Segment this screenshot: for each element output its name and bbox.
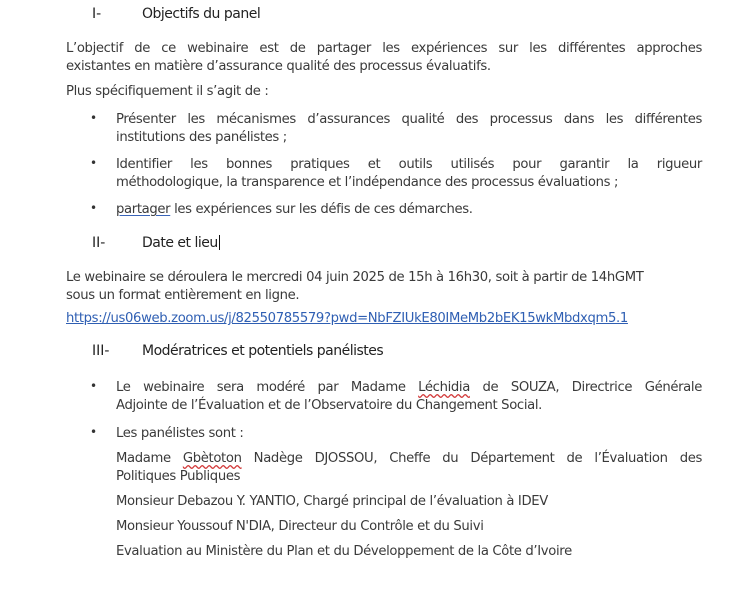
text-line: existantes en matière d’assurance qualité des processus évaluatifs. [66,59,491,74]
section-heading: Objectifs du panel [142,6,261,22]
text-fragment: de SOUZA, Directrice Générale [469,380,702,395]
spell-flagged-word[interactable]: Léchidia [418,380,470,395]
section-title: Date et lieu [142,235,218,251]
panelist-entry: Evaluation au Ministère du Plan et du Développement de la Côte d’Ivoire [116,544,572,559]
text-line: Identifier les bonnes pratiques et outils utilisés pour garantir la rigueur [116,157,702,172]
text-line: sous un format entièrement en ligne. [66,288,300,303]
section-number: III- [92,343,110,359]
text-fragment: Nadège DJOSSOU, Cheffe du Département de l’Évaluation des [241,451,702,466]
panelist-entry: Monsieur Youssouf N'DIA, Directeur du Contrôle et du Suivi [116,519,484,534]
panelist-entry: Monsieur Debazou Y. YANTIO, Chargé principal de l’évaluation à IDEV [116,494,548,509]
list-item [116,201,473,219]
section-heading [142,235,220,251]
spell-flagged-word[interactable]: Gbètoton [182,451,242,466]
bullet-icon: • [90,156,98,170]
list-item [116,156,702,192]
text-line: L’objectif de ce webinaire est de partager les expériences sur les différentes approches [66,41,702,56]
paragraph: Plus spécifiquement il s’agit de : [66,84,269,99]
text-line: méthodologique, la transparence et l’indépendance des processus évaluations ; [116,175,619,190]
zoom-meeting-link[interactable]: https://us06web.zoom.us/j/82550785579?pwd=NbFZIUkE80IMeMb2bEK15wkMbdxqm5.1 [66,311,628,326]
list-item [116,111,702,147]
text-fragment: les expériences sur les défis de ces démarches. [170,202,473,217]
bullet-icon: • [90,379,98,393]
text-line [116,379,702,397]
bullet-icon: • [90,201,98,215]
grammar-flagged-word[interactable]: partager [116,202,171,217]
text-line: Adjointe de l’Évaluation et de l’Observatoire du Changement Social. [116,398,543,413]
text-fragment: Le webinaire sera modéré par Madame [116,380,419,395]
text-line: institutions des panélistes ; [116,130,287,145]
panelist-entry [116,450,702,486]
text-line: Politiques Publiques [116,469,241,484]
text-line: Le webinaire se déroulera le mercredi 04 juin 2025 de 15h à 16h30, soit à partir de 14hGMT [66,270,644,285]
text-fragment: Madame [116,451,183,466]
section-number: I- [92,6,102,22]
text-line [116,450,702,468]
list-item [116,379,702,415]
list-item: Les panélistes sont : [116,426,244,441]
paragraph [66,269,643,305]
bullet-icon: • [90,425,98,439]
section-number: II- [92,235,106,251]
section-heading: Modératrices et potentiels panélistes [142,343,384,359]
paragraph [66,40,702,76]
bullet-icon: • [90,111,98,125]
text-cursor [219,235,220,250]
text-line: Présenter les mécanismes d’assurances qualité des processus dans les différentes [116,112,702,127]
